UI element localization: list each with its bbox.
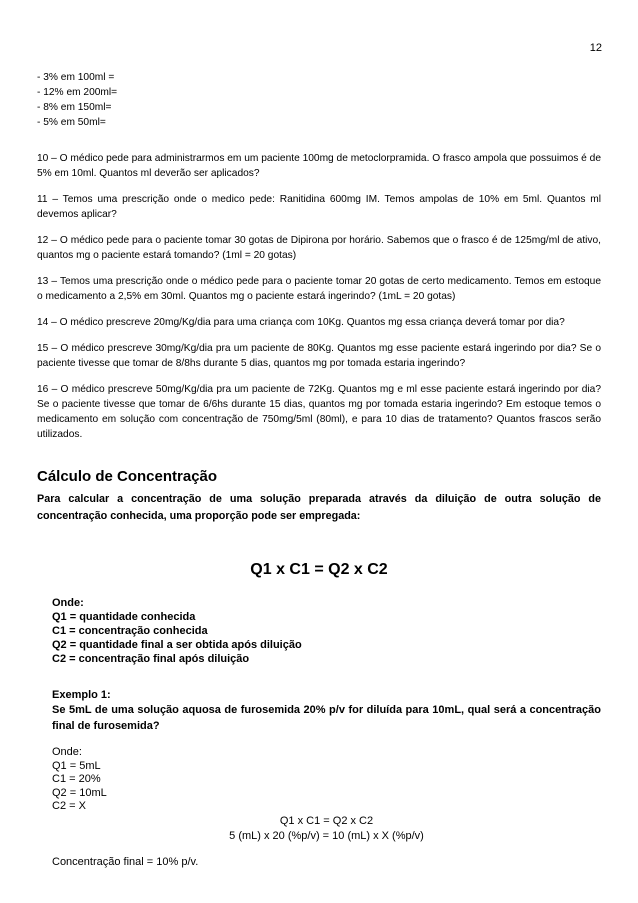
example-final: Concentração final = 10% p/v. [52,855,199,868]
question-13: 13 – Temos uma prescrição onde o médico pede para o paciente tomar 20 gotas de certo medicamento. Temos em estoque o medicamento a 2,5% em 30ml. Quantos mg o paciente estará ingerindo? (1mL = 20 gotas) [37,276,601,302]
example-title: Exemplo 1: [52,689,111,701]
example-text: Se 5mL de uma solução aquosa de furosemida 20% p/v for diluída para 10mL, qual será a concentração final de furosemida? [52,704,601,732]
work-line: C1 = 20% [52,773,101,785]
question-14: 14 – O médico prescreve 20mg/Kg/dia para uma criança com 10Kg. Quantos mg essa criança deverá tomar por dia? [37,317,565,328]
concentration-list [37,70,601,130]
list-item: - 3% em 100ml = [37,72,115,83]
definition-line: C2 = concentração final após diluição [52,653,250,665]
definition-line: Q1 = quantidade conhecida [52,611,196,623]
list-item: - 5% em 50ml= [37,117,106,128]
section-intro: Para calcular a concentração de uma solução preparada através da diluição de outra solução de concentração conhecida, uma proporção pode ser empregada: [37,493,601,522]
question-11: 11 – Temos uma prescrição onde o medico pede: Ranitidina 600mg IM. Temos ampolas de 10% em 5ml. Quantos ml devemos aplicar? [37,194,601,220]
definition-line: Onde: [52,597,84,609]
question-15: 15 – O médico prescreve 30mg/Kg/dia pra um paciente de 80Kg. Quantos mg esse paciente estará ingerindo por dia? Se o paciente tivesse que tomar de 8/8hs durante 5 dias, quantos mg por tomada estaria ingerindo? [37,343,601,369]
main-formula: Q1 x C1 = Q2 x C2 [250,561,388,578]
definition-line: C1 = concentração conhecida [52,625,208,637]
definition-line: Q2 = quantidade final a ser obtida após diluição [52,639,302,651]
work-line: Q2 = 10mL [52,786,107,799]
page-content [37,70,601,868]
question-16: 16 – O médico prescreve 50mg/Kg/dia pra um paciente de 72Kg. Quantos mg e ml esse paciente estará ingerindo por dia? Se o paciente tivesse que tomar de 6/6hs durante 15 dias, quantos mg por tomada estaria ingerindo? Em estoque temos o medicamento em solução com concentração de 750mg/5ml (80ml), e para 10 dias de tratamento? Quantos frascos serão utilizados. [37,384,601,440]
question-10: 10 – O médico pede para administrarmos em um paciente 100mg de metoclorpramida. O frasco ampola que possuimos é de 5% em 10ml. Quantos ml deverão ser aplicados? [37,153,601,179]
definitions [52,596,601,666]
calc-line: 5 (mL) x 20 (%p/v) = 10 (mL) x X (%p/v) [229,829,424,842]
example-calc [52,814,601,844]
work-line: C2 = X [52,800,86,812]
work-line: Onde: [52,746,82,758]
list-item: - 12% em 200ml= [37,87,118,98]
question-12: 12 – O médico pede para o paciente tomar 30 gotas de Dipirona por horário. Sabemos que o frasco é de 125mg/ml de ativo, quantos mg o paciente estará tomando? (1ml = 20 gotas) [37,235,601,261]
work-line: Q1 = 5mL [52,759,101,772]
calc-line: Q1 x C1 = Q2 x C2 [279,814,374,827]
section-title: Cálculo de Concentração [37,468,218,485]
page-number: 12 [589,42,602,54]
example-work [52,746,601,814]
list-item: - 8% em 150ml= [37,102,112,113]
